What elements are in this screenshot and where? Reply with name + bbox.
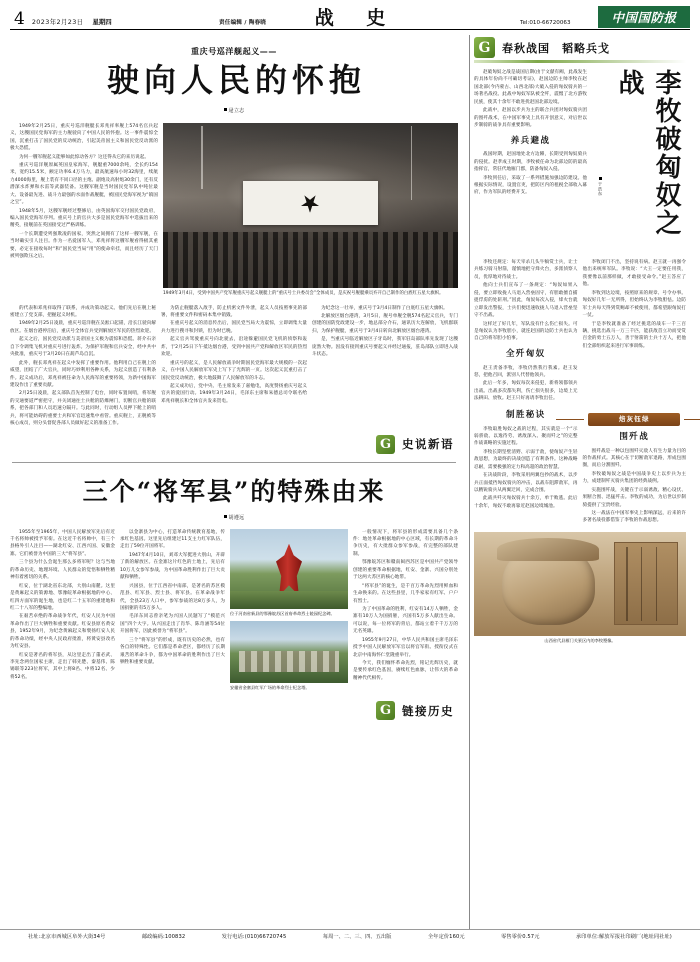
paragraph: “将军县”的诞生，是千百万革命先烈用鲜血和生命换来的。在这些县里，几乎家家有红军、户户有烈士。 (353, 583, 458, 604)
article-general-counties (10, 477, 458, 721)
sidebar-byline (597, 177, 603, 196)
paragraph: 起义之后，国民党反动派与美帝国主义极为震惊和恐慌。蒋介石亲自下令调集飞机对重庆号进行轰炸。为保护军舰和官兵安全，经中共中央批准，重庆号于3月20日在葫芦岛自沉。 (10, 337, 156, 358)
sidebar-header-text: 春秋战国 韬略兵戈 (502, 41, 610, 55)
sidebar-sec4-col2 (583, 404, 687, 526)
paragraph: 毛泽东同志曾亲笔为兴国人民题写了“模范兴国”四个大字。从兴国走出了肖华、陈奇涵等54位开国将军，因此被誉为“将军县”。 (120, 614, 225, 635)
paragraph: 赵破匈奴之战是战国后期(由于文献有阙，此战发生的具体年份尚不可确切考证)，赵国边防主帅李牧在赵国北部(今内蒙古、山西北部)大破入侵的匈奴骑兵的一场著名战役。此战中匈奴军队被全歼，震慑了北方游牧民族，使其十余年不敢进扰赵国北部边境。 (474, 70, 588, 105)
sidebar-header-rule (474, 60, 686, 63)
article2-col3 (353, 529, 458, 696)
contact-tel: Tel:010-66720063 (520, 20, 571, 26)
section-title: 战 史 (314, 7, 399, 29)
paragraph: 为纪念这一壮举，重庆号于3月4日制作了白底红五星大旗帜。 (321, 305, 448, 311)
sidebar-section3-body (474, 404, 686, 526)
paragraph: 李牧还规定：每天宰杀几头牛犒赏士兵，让士兵练习骑马射箭，谨慎地把守烽火台，多派侦察人员，优厚地对待战士。 (474, 260, 578, 280)
article1-kicker: 重庆号巡洋舰起义—— (191, 47, 277, 56)
article2-byline (10, 514, 458, 521)
paragraph: 此战中，赵国以步兵为主的联合兵团对匈奴骑兵团的围歼战术，在中国军事史上具有开创意义，对后世以步制骑的战争具有重要影响。 (474, 108, 587, 129)
plaque-line (656, 547, 658, 622)
inscription-plaque (614, 542, 678, 625)
article2-section-seal (10, 701, 458, 720)
article2-photo2-caption: 安徽省金寨县红军广场的革命烈士纪念塔。 (230, 684, 310, 690)
red-star-icon (301, 200, 319, 206)
sidebar-sec3-col1 (474, 404, 578, 526)
article1-photo (163, 123, 458, 288)
paragraph: 北解放区烟台港湾，3月5日，舰号单舰全舰574名起义官兵，专门创建的国防党政建设一步，地总部分介石，通讯历大连解放，飞机群联扫，为保护舰艇，重庆号于3月4日转向北解放区烟台港湾。 (312, 314, 458, 334)
paragraph: 李牧长期坚壁清野、示弱于敌，使匈奴产生轻敌思想，为最终的决战创造了有利条件。这种战略忍耐，需要极强的定力和高超的政治智慧。 (474, 449, 578, 470)
footer-schedule: 每周一、二、三、四、五出版 (322, 934, 392, 940)
footer-postcode: 邮政编码:100832 (141, 934, 186, 940)
ground-decor (230, 591, 348, 609)
footer-price-year: 全年定价160元 (428, 934, 465, 940)
paragraph: 为何一艘军舰起义能够如此惊动各方？这还得从它的来历说起。 (19, 154, 150, 160)
paragraph: 红安是著名的将军县，从这里走出了董必武、李先念两位国家主席，走出了韩先楚、秦基伟、陈锡联等223位将军，其中上将8名、中将12名、少将52名。 (10, 652, 115, 680)
ship-mast-decor-2 (411, 126, 412, 200)
paragraph: 围歼战是一种以包围歼灭敌人有生力量为目的的作战样式。其核心在于切断敌军退路，形成包围圈，而后分割围歼。 (582, 448, 686, 469)
article-chongqing-cruiser (10, 46, 458, 463)
paragraph: 在重庆号起义的消息传出后，国民党当局大为震惊，立即调集大量兵力进行搜寻和封锁，但为时已晚。 (161, 321, 307, 334)
byline-marker-icon (599, 177, 602, 180)
sidebar-vertical-title: 李牧破匈奴之战 (614, 69, 681, 237)
paragraph: 1948年5月，这艘军舰经过整修后，由英国海军交付国民党政府，编入国民党海军序列。重庆号上的官兵大多是国民党海军中选拔出来的精英，接舰前在英国接受过严格训练。 (10, 208, 158, 229)
paragraph: 李牧闭门不出，坚持说有病。赵王就一再强令他出来统率军队。李牧说：“大王一定要任用我，我要像以前那样做，才敢接受命令。”赵王答应了他。 (582, 260, 686, 288)
plaque-line (626, 547, 628, 622)
responsible-editor: 责任编辑 / 陶春晓 (219, 20, 267, 26)
paragraph: 的代表和邓兆祥取得了联系，并成功策动起义。他们先后在舰上秘密建立了党支部，把握起义时机。 (10, 305, 156, 319)
sidebar-intro (474, 69, 592, 259)
paragraph: 此战共歼灭匈奴骑兵十余万，单于败逃。此后十余年，匈奴不敢再靠近赵国边境城池。 (474, 496, 578, 509)
footer-address: 社址:北京市西城区阜外大街34号 (28, 934, 106, 940)
paragraph: 鄂豫皖苏区和赣南闽西苏区是中国共产党领导创建的重要革命根据地，红安、金寨、兴国分别处于这两大苏区的核心地带。 (353, 560, 458, 581)
footer-phone: 发行电话:(010)66720745 (221, 934, 287, 940)
article2-seal-text: 链接历史 (402, 703, 454, 718)
sidebar-byline-text: 于浩东 (598, 182, 603, 197)
byline-marker-icon (224, 515, 227, 518)
sidebar-badge-text: 焙灰钰绿 (618, 415, 650, 423)
article2-photo-column (230, 529, 348, 696)
paragraph: 是，当重庆号临近解放区子牙岛时，我军驻岛部队率先发现了这艘庞然大物。因没有接到重庆号要起义并经过通报，驻岛部队立即进入战斗状态。 (312, 337, 458, 358)
plaque-line (641, 547, 643, 622)
article-divider (12, 462, 456, 463)
article2-col1 (10, 529, 115, 696)
page-footer (0, 929, 700, 940)
article2-col2 (120, 529, 225, 696)
article2-byline-text: 胡遵远 (228, 514, 245, 521)
paragraph: 重庆号巡洋舰原属英国皇家海军，舰艇重7000余吨，全长约154米，宽约15.5米，额定功率6.4万马力，最高航速每小时32海里，续航力4000海里，舰上装有不同口径的主炮、副炮及高射炮30余门，还有反潜深水炸弹和水雷等武器装备。这艘军舰是当时国民党军队中吨位最大、设备最先进、战斗力最强的水面作战舰艇，被国民党海军视为“镇国之宝”。 (10, 162, 158, 206)
paragraph: 为了中国革命的胜利，红安有14万人牺牲，金寨有10万人为国捐躯，兴国有5万多人献出生命。可以说，每一位将军的背后，都站立着千千万万的无名英雄。 (353, 606, 458, 635)
paragraph: 李牧取胜匈奴之战的过程，其实就是一个“示弱骄敌、以逸待劳、诱敌深入、聚而歼之”的完整作战谋略的实施过程。 (474, 426, 578, 447)
article2-photo1-caption: 位于河南省新县的鄂豫皖苏区首府革命烈士陵园纪念碑。 (230, 610, 335, 616)
paragraph: 以金寨县为中心，打造革命传统教育基地，传承红色基因。这里先后组建过11支主力红军队伍，走出了59位开国将军。 (120, 529, 225, 550)
article2-grid (10, 529, 458, 696)
paper-logo (598, 6, 690, 28)
main-column (10, 35, 465, 930)
paragraph: 于是李牧就准备了经过挑选的战车一千三百辆，挑选出战马一万三千匹，能获敌首立功而受赏百金的勇士五万人，善于射箭的士兵十万人，把他们全部组织起来进行军事训练。 (582, 321, 686, 349)
star-banner (243, 181, 379, 226)
article1-section-seal (10, 435, 458, 454)
sidebar-warrior-caption: 山西省代县雁门关景区内的李牧塑像。 (544, 637, 616, 643)
paragraph: 起义官兵驾驶重庆号向北驶去，沿途躲避国民党飞机的侦察和轰炸，于2月25日下午抵达烟台港，受到中国共产党和解放区军民的热烈欢迎。 (161, 337, 307, 358)
paragraph: 1947年4月10日，刘邓大军挺进大别山，开辟了新的解放区。在金寨这片红色的土地上，先后有10万儿女参军参战，为中国革命胜利作出了巨大贡献和牺牲。 (120, 552, 225, 581)
article1-photo-block (163, 123, 458, 298)
sidebar-header (474, 37, 686, 58)
article1-col2 (10, 305, 156, 429)
paragraph: 为防止舰艇落入敌手，防止机密文件外泄，起义人员按照事先的部署，将重要文件和密码本集中销毁。 (161, 305, 307, 319)
paragraph: 这样过了好几年，军队没有什么伤亡损失。可是匈奴认为李牧胆小，就连赵国的边防士兵也认为自己的将军胆小怕事。 (474, 321, 578, 342)
page-number: 4 (14, 9, 25, 29)
paragraph: 1949年2月25日凌晨，重庆号巡洋舰在吴淞口起锚，沿长江驶向解放区。在烟台港停泊后，重庆号全体官兵受到解放区军民的热烈欢迎。 (10, 321, 156, 334)
paragraph: 2月25日凌晨，起义部队首先控制了电台，同时布置岗哨，将军舰的交通要道严密把守，并关闭通往士兵舱的防爆闸门，切断官兵舱的联系，把各部门和人员迅速分隔开。与此同时，行动组人员押下舱上的哨兵，将可能妨碍的重要士兵和军官迅速集中看管。重庆舰上，正舰被等核心成员，则分头督促各部人员做好起义的准备工作。 (10, 391, 156, 427)
paragraph: 三个县为什么会诞生那么多将军呢？这与当地的革命历史、地理环境、人民群众的觉悟和牺牲精神有着密切的关系。 (10, 560, 115, 581)
sidebar-column (474, 35, 686, 930)
crowd-silhouette (163, 232, 458, 288)
paragraph: 实施围歼战，关键在于示弱诱敌、精心设伏、果断合围、迅猛歼击。李牧的成功，为后世以步制骑提供了宝贵经验。 (582, 487, 686, 508)
sidebar-logo-icon (474, 37, 495, 58)
article1-byline-text: 逯立志 (228, 107, 245, 114)
publication-date: 2023年2月23日 (31, 18, 84, 26)
article1-col1 (10, 123, 158, 298)
article1-bottom-grid (10, 305, 458, 429)
paragraph: 此后一年多，匈奴每次来侵犯，新将领都领兵出战。出战多次都失利，伤亡损失很多，边境上无法耕田、放牧。赵王只好再请李牧出任。 (474, 381, 578, 402)
paragraph: 起义成功后，党中央、毛主席发来了嘉勉电，高度赞扬重庆号起义官兵的爱国行动。1949年3月24日，毛泽东主席和朱德总司令联名给邓兆祥舰长和全体官兵发来贺电。 (161, 383, 307, 404)
paragraph: 战国时期，赵国地处北方边陲，长期受到匈奴骑兵的侵扰。赵孝成王时期，李牧被任命为北部边防的最高指挥官，常驻代地雁门郡，防备匈奴入侵。 (474, 152, 587, 173)
sidebar-section4-title: 围歼战 (619, 431, 650, 442)
paragraph: 赵王责备李牧，李牧仍然我行我素。赵王发怒，把他召回，派别人代替他领兵。 (474, 365, 578, 379)
paragraph: 一个长期遭受列强欺凌的国家，突然之间拥有了这样一艘军舰，在当时确实引人注目。作为一名爱国军人，邓兆祥将这艘军舰看得极其重要，必定在接收每时“和”国民党当局“用”的使命牵挂，而且经历了天门被列强欺压之后。 (10, 231, 158, 260)
sidebar-title-block (474, 69, 686, 259)
article1-headline: 驶向人民的怀抱 (106, 61, 366, 99)
paragraph: 重庆号的起义，是人民解放战争时期国民党海军最大规模的一次起义，在中国人民解放军军史上写下了光辉的一页。这次起义沉重打击了国民党反动统治，极大地鼓舞了人民解放军的斗志。 (161, 360, 307, 381)
paragraph: 兴国县，位于江西省中南部，是著名的苏区模范县、红军县、烈士县、将军县。在革命战争年代，全县23万人口中，参军参战的达8万多人，为国捐躯的有5万多人。 (120, 583, 225, 611)
monument-shape (276, 544, 302, 596)
weekday: 星期四 (92, 18, 112, 26)
sidebar-sec2-col2 (583, 259, 687, 404)
paragraph: 李牧破匈奴之战是中国战争史上以步兵为主力，成建制歼灭骑兵集团的经典战例。 (582, 471, 686, 485)
article1-seal-text: 史说新语 (402, 437, 454, 452)
article2-photo-monument (230, 529, 348, 609)
article1-photo-caption: 1949年3月4日，受到中国共产党军舰重庆号起义舰艇上的“重庆号士兵委员会”全体成员，是庆祝号舰艇乘员弃开自己制作的白底红五星大旗帜。 (163, 290, 444, 296)
paragraph: 此外，舰长邓兆祥在起义中发挥了重要作用。他利用自己在舰上的威望，团结了广大官兵，同时巧妙利用各种关系，为起义创造了有利条件。起义成功后，邓兆祥被任命为人民海军的重要将领，为新中国海军建设作出了重要贡献。 (10, 360, 156, 388)
article1-byline (10, 107, 458, 114)
guofang-logo-icon (376, 701, 395, 720)
paragraph: 在决战阶段，李牧采用两翼包抄的战术，以步兵正面抵挡匈奴骑兵的冲击，以战车阻滞敌军，再以精锐骑兵从两翼迂回，完成合围。 (474, 473, 578, 494)
paragraph: 他向士兵们宣布了一条规定：“匈奴如果入侵，要立即收拢人马退入营垒固守，有胆敢擅自捕捉俘虏的处斩刑。”因此，匈奴每次入侵，烽火台就立即发出警报，士兵们便迅速收拢人马退入营垒坚守不出战。 (474, 283, 578, 319)
footer-printer: 承印单位:解放军报社印刷厂(地址同社址) (575, 934, 672, 940)
column-divider (469, 35, 470, 930)
article1-col4 (312, 305, 458, 429)
sidebar-badge (588, 413, 680, 426)
paragraph: 红安，位于湖北省东北部，大别山南麓。这里是黄麻起义的策源地、鄂豫皖革命根据地的中心、红四方面军的诞生地，也是红二十五军的重建地和红二十八军的整编地。 (10, 583, 115, 611)
sidebar-section1-title: 养兵避战 (510, 135, 551, 146)
sidebar-sec1-col1 (474, 259, 578, 404)
paragraph: 这一战法在中国军事史上影响深远，后来的许多著名战役都借鉴了李牧的作战思想。 (582, 511, 686, 524)
article1-col3 (161, 305, 307, 429)
guofang-logo-icon (376, 435, 395, 454)
footer-price-copy: 零售零价0.57元 (501, 934, 540, 940)
paragraph: 李牧到任后，采取了一系列措施加强边防建设。他根据实际情况，设置官吏，把防区内的租税全部收入幕府，作为军队的经费开支。 (474, 175, 587, 196)
byline-marker-icon (224, 108, 227, 111)
warrior-helmet (497, 538, 599, 561)
paragraph: 在艰苦卓绝的革命战争年代，红安人民为中国革命作出了巨大牺牲和重要贡献。红安县原名黄安县，1952年9月，为纪念黄麻起义和褒扬红安人民的革命功绩，经中央人民政府批准，将黄安县改名为红安县。 (10, 614, 115, 650)
paragraph: 李牧到达边境，按照原来的规章、号令办事。匈奴好几年一无所得，但始终认为李牧胆怯。边防军士兵每天得到赏赐却不被使用，都希望跟匈奴打一仗。 (582, 290, 686, 319)
sidebar-section1-body (474, 259, 686, 404)
paragraph: 1955年9月27日，中华人民共和国主席毛泽东授予中国人民解放军军官以将官军衔。授衔仪式在北京中南海怀仁堂隆重举行。 (353, 637, 458, 658)
paragraph: 1949年2月25日，重庆号巡洋舰艇长邓兆祥率舰上574名官兵起义，这艘国民党海军的主力舰驶向了中国人民的怀抱。这一事件震惊全国，沉重打击了国民党的反动统治，引起美帝国主义和国民党反动派的极大恐慌。 (10, 123, 158, 152)
paragraph: 三个“将军县”的形成，既有历史的必然，也有各自的特殊性。它们都是革命老区，都经历了长期艰苦的革命斗争，都为中国革命的胜利作出了巨大牺牲和重要贡献。 (120, 637, 225, 666)
sidebar-vertical-title-block (592, 69, 682, 259)
masthead (10, 0, 690, 30)
paragraph: 1955年至1965年，中国人民解放军先后有近千名将帅被授予军衔。在这近千名将帅中，有三个县格外引人注目——湖北红安、江西兴国、安徽金寨。它们被誉为中国的三大“将军县”。 (10, 529, 115, 557)
page-body (10, 35, 690, 930)
article1-top-grid (10, 123, 458, 298)
paragraph: 今天，我们缅怀革命先烈，铭记光辉历史，就是要传承红色基因，赓续红色血脉，让伟大的革命精神代代相传。 (353, 661, 458, 681)
ship-mast-decor (201, 126, 202, 189)
paper-logo-text: 中国国防报 (611, 10, 677, 25)
sidebar-section3-title: 制胜秘诀 (505, 409, 546, 420)
sidebar-warrior-photo (474, 532, 686, 636)
article2-photo-plaza (230, 621, 348, 683)
article2-headline: 三个“将军县”的特殊由来 (82, 476, 386, 506)
paragraph: 一般情况下，将军县的形成需要具备几个条件：地处革命根据地的中心区域，有长期的革命斗争历史，有大批群众参军参战，有完整的部队建制。 (353, 529, 458, 557)
sidebar-section2-title: 全歼匈奴 (505, 348, 546, 359)
